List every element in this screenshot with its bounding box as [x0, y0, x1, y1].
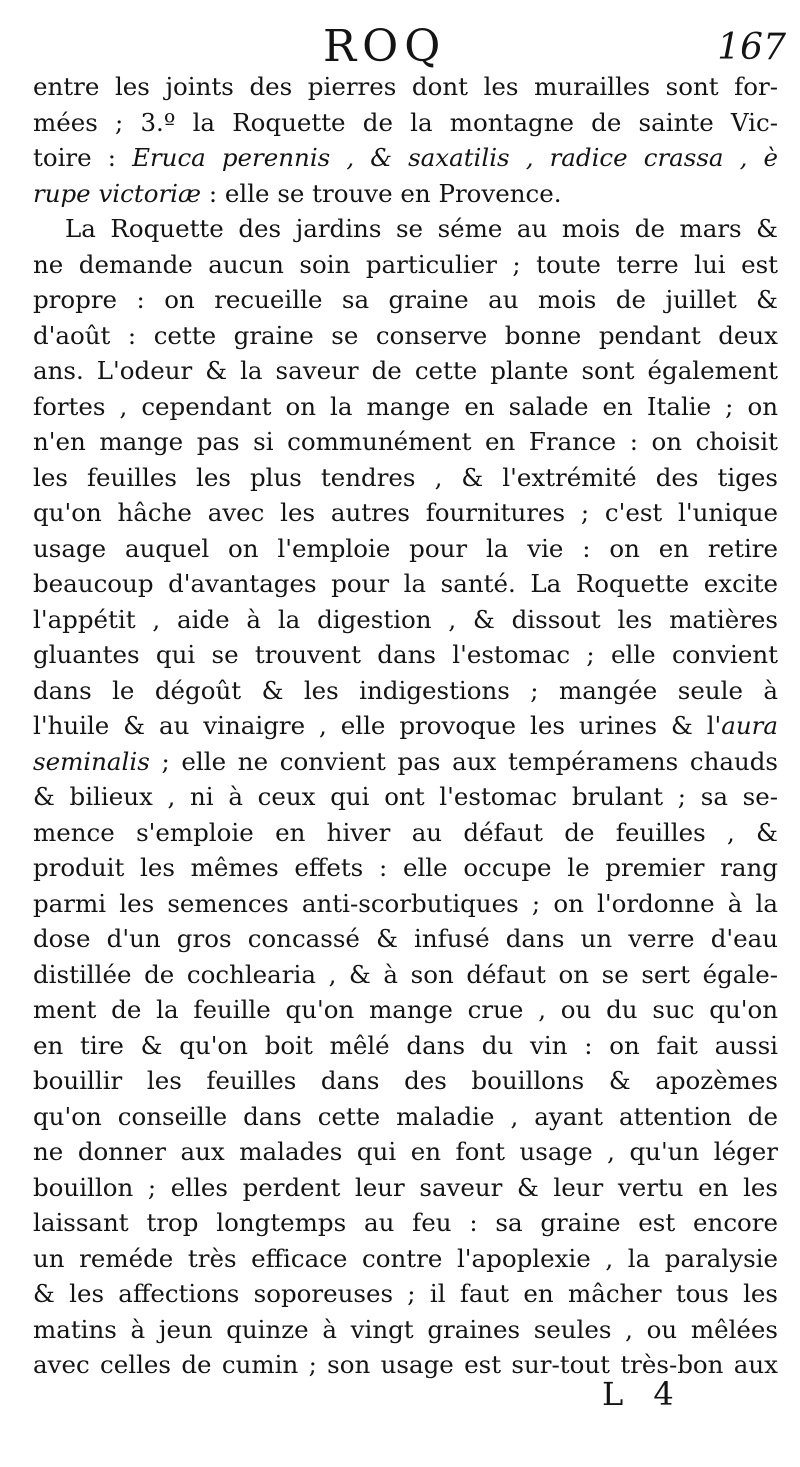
text-line — [33, 1170, 778, 1206]
text-line — [33, 495, 778, 531]
text-line — [33, 1312, 778, 1348]
text-run: n'en mange pas si communément en France : on choisit — [33, 427, 778, 456]
text-run: ; elle ne convient pas aux tempéramens chauds — [149, 746, 778, 776]
text-line — [33, 850, 778, 886]
text-run: & bilieux , ni à ceux qui ont l'estomac brulant ; sa se- — [33, 782, 778, 811]
text-run: : elle se trouve en Provence. — [201, 178, 562, 208]
text-run: usage auquel on l'emploie pour la vie : on en retire — [33, 533, 778, 563]
text-run: ment de la feuille qu'on mange crue , ou du suc qu'on — [33, 995, 778, 1024]
text-line — [33, 1241, 778, 1277]
text-run: ne donner aux malades qui en font usage , qu'un léger — [33, 1137, 778, 1166]
text-run: seminalis — [33, 746, 150, 776]
text-line — [33, 992, 778, 1028]
text-line — [33, 460, 778, 496]
text-line — [33, 921, 778, 957]
text-line — [33, 1134, 778, 1170]
text-run: matins à jeun quinze à vingt graines seules , ou mêlées — [33, 1314, 778, 1344]
text-line — [33, 282, 778, 318]
page-header — [0, 22, 800, 72]
text-line — [33, 353, 778, 389]
text-line — [33, 566, 778, 602]
page-footer — [0, 1374, 800, 1414]
text-run: toire : — [33, 143, 133, 172]
text-line — [33, 957, 778, 993]
text-line — [33, 247, 778, 283]
text-line — [33, 744, 778, 780]
text-run: La Roquette des jardins se séme au mois de mars & — [65, 214, 778, 243]
text-line — [33, 105, 778, 141]
text-line — [33, 176, 778, 212]
text-line — [33, 1276, 778, 1312]
text-run: gluantes qui se trouvent dans l'estomac ; elle convient — [33, 640, 778, 669]
text-line — [33, 602, 778, 638]
text-run: entre les joints des pierres dont les murailles sont for- — [33, 72, 778, 101]
text-run: dans le dégoût & les indigestions ; mangée seule à — [33, 675, 778, 705]
text-run: les feuilles les plus tendres , & l'extrémité des tiges — [33, 462, 778, 492]
text-line — [33, 69, 778, 105]
text-run: rupe victoriæ — [33, 178, 202, 208]
text-run: ans. L'odeur & la saveur de cette plante sont également — [33, 356, 778, 385]
text-line — [33, 708, 778, 744]
text-line — [33, 637, 778, 673]
text-line — [33, 1099, 778, 1135]
text-run: laissant trop longtemps au feu : sa graine est encore — [33, 1208, 778, 1237]
text-run: d'août : cette graine se conserve bonne pendant deux — [33, 320, 778, 350]
running-head: ROQ — [323, 21, 447, 72]
text-run: qu'on conseille dans cette maladie , ayant attention de — [33, 1101, 778, 1131]
text-run: l'appétit , aide à la digestion , & dissout les matières — [33, 604, 778, 634]
text-line — [33, 531, 778, 567]
text-run: dose d'un gros concassé & infusé dans un verre d'eau — [33, 924, 778, 953]
text-run: un reméde très efficace contre l'apoplexie , la paralysie — [33, 1243, 778, 1273]
text-run: Eruca perennis , & saxatilis , radice crassa , è — [132, 143, 778, 172]
text-line — [33, 1028, 778, 1064]
text-run: distillée de cochlearia , & à son défaut on se sert égale- — [33, 959, 778, 989]
text-run: mence s'emploie en hiver au défaut de feuilles , & — [33, 817, 778, 847]
text-line — [33, 815, 778, 851]
text-run: l'huile & au vinaigre , elle provoque les urines & l' — [33, 711, 722, 740]
text-line — [33, 673, 778, 709]
text-line — [33, 1063, 778, 1099]
text-run: fortes , cependant on la mange en salade en Italie ; on — [33, 391, 778, 421]
text-run: & les affections soporeuses ; il faut en mâcher tous les — [33, 1279, 778, 1308]
text-run: bouillon ; elles perdent leur saveur & leur vertu en les — [33, 1172, 778, 1202]
text-run: ne demande aucun soin particulier ; toute terre lui est — [33, 249, 778, 279]
text-line — [33, 318, 778, 354]
text-run: propre : on recueille sa graine au mois de juillet & — [33, 285, 778, 314]
text-run: beaucoup d'avantages pour la santé. La Roquette excite — [33, 569, 778, 598]
body-text — [33, 69, 778, 1383]
text-run: parmi les semences anti-scorbutiques ; on l'ordonne à la — [33, 888, 778, 918]
text-run: produit les mêmes effets : elle occupe le premier rang — [33, 853, 778, 882]
text-line — [33, 424, 778, 460]
text-line — [33, 211, 778, 247]
text-line — [33, 140, 778, 176]
text-line — [33, 779, 778, 815]
text-run: bouillir les feuilles dans des bouillons & apozèmes — [33, 1066, 778, 1095]
text-line — [33, 1205, 778, 1241]
text-line — [33, 886, 778, 922]
text-run: mées ; 3.º la Roquette de la montagne de sainte Vic- — [33, 107, 778, 137]
text-run: avec celles de cumin ; son usage est sur-tout très-bon aux — [33, 1350, 778, 1379]
text-run: en tire & qu'on boit mêlé dans du vin : on fait aussi — [33, 1030, 778, 1060]
signature-mark: L 4 — [602, 1375, 684, 1413]
text-run: aura — [721, 711, 778, 740]
page-number: 167 — [717, 27, 786, 68]
text-line — [33, 389, 778, 425]
text-run: qu'on hâche avec les autres fournitures ; c'est l'unique — [33, 498, 778, 527]
